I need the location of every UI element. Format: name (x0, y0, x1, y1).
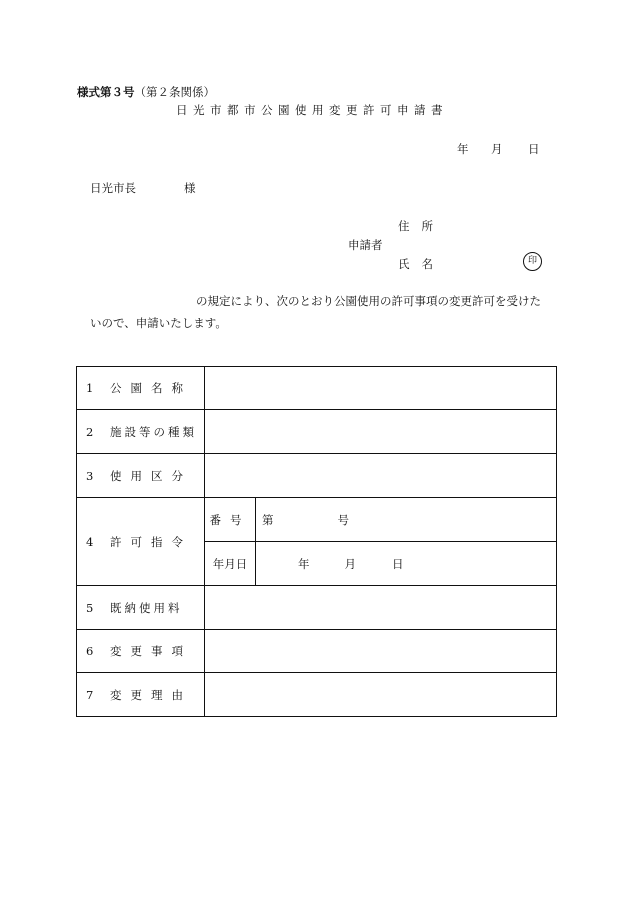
table-row (77, 498, 557, 542)
change-items-field[interactable] (205, 630, 557, 673)
facility-type-field[interactable] (205, 410, 557, 454)
body-text-line2: いので、申請いたします。 (90, 316, 227, 330)
row-label-usage-category (77, 454, 205, 498)
row-number: 1 (86, 381, 94, 395)
usage-category-field[interactable] (205, 454, 557, 498)
body-text-line1: の規定により、次のとおり公園使用の許可事項の変更許可を受けた (196, 294, 541, 308)
permit-date-day: 日 (392, 556, 404, 571)
addressee-honorific: 様 (184, 181, 196, 195)
permit-number-label-text: 番号 (209, 512, 251, 527)
address-label: 住所 (398, 219, 445, 233)
park-name-field[interactable] (205, 367, 557, 410)
permit-number-field[interactable] (256, 498, 557, 542)
permit-number-suffix: 号 (337, 512, 349, 527)
row-label-text: 施設等の種類 (110, 424, 197, 439)
permit-date-year: 年 (298, 556, 310, 571)
row-label-text: 変更理由 (110, 687, 192, 702)
permit-date-label: 年月日 (205, 542, 256, 586)
row-label-change-reason (77, 673, 205, 717)
paid-fee-field[interactable] (205, 586, 557, 630)
table-row (77, 454, 557, 498)
row-number: 2 (86, 424, 94, 439)
permit-number-label (205, 498, 256, 542)
permit-date-field[interactable] (256, 542, 557, 586)
row-number: 6 (86, 644, 94, 658)
date-month-label: 月 (491, 142, 503, 156)
table-row (77, 586, 557, 630)
applicant-label: 申請者 (348, 238, 383, 252)
table-row (77, 630, 557, 673)
row-label-paid-fee (77, 586, 205, 630)
name-label: 氏名 (398, 257, 445, 271)
row-label-facility-type (77, 410, 205, 454)
permit-number-prefix: 第 (262, 512, 274, 527)
table-row (77, 367, 557, 410)
row-number: 3 (86, 468, 94, 483)
document-title: 日光市都市公園使用変更許可申請書 (176, 103, 448, 117)
row-label-text: 使用区分 (110, 468, 192, 483)
change-reason-field[interactable] (205, 673, 557, 717)
row-label-text: 許可指令 (110, 534, 192, 549)
row-label-park-name (77, 367, 205, 410)
table-row (77, 410, 557, 454)
table-row (77, 673, 557, 717)
row-number: 7 (86, 687, 94, 702)
row-label-change-items (77, 630, 205, 673)
date-year-label: 年 (457, 142, 469, 156)
row-label-permit-order (77, 498, 205, 586)
form-number-relation: （第２条関係） (134, 85, 215, 99)
row-label-text: 変更事項 (110, 644, 192, 658)
form-number (77, 84, 215, 100)
row-number: 4 (86, 534, 94, 549)
row-number: 5 (86, 600, 94, 615)
date-day-label: 日 (528, 142, 540, 156)
row-label-text: 公園名称 (110, 381, 192, 395)
addressee-name: 日光市長 (90, 181, 136, 195)
seal-mark: 印 (523, 252, 542, 271)
application-table (76, 366, 557, 717)
row-label-text: 既納使用料 (110, 600, 183, 615)
permit-date-month: 月 (344, 556, 356, 571)
form-number-label: 様式第３号 (77, 85, 135, 99)
